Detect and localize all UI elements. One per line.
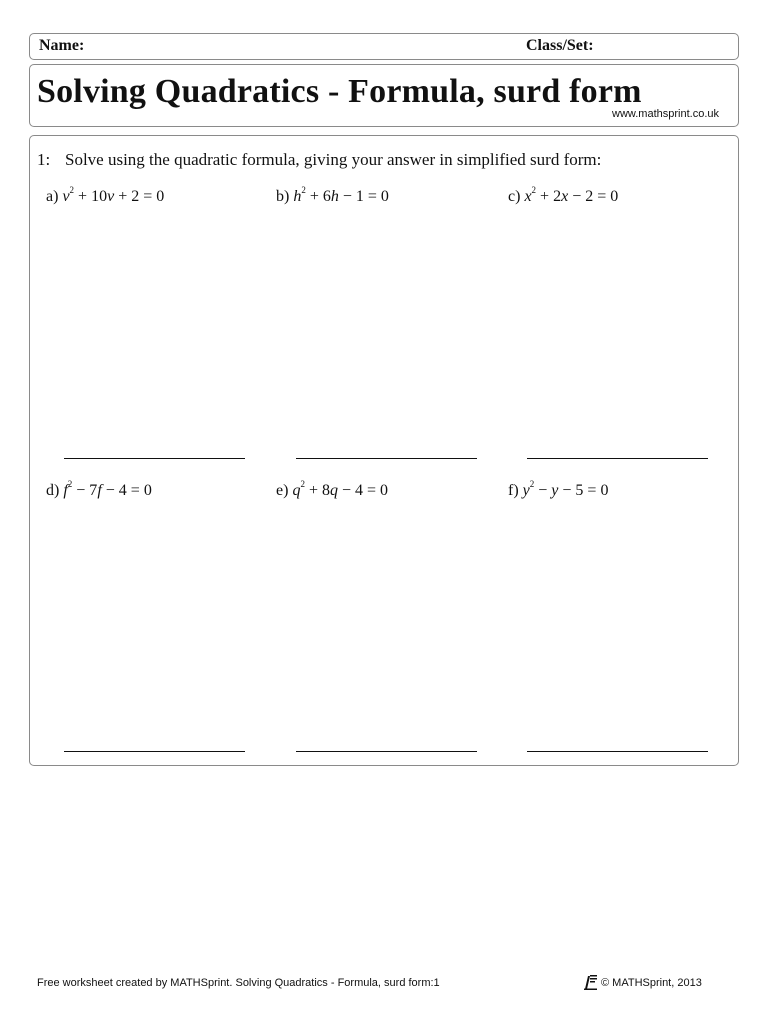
answer-line-d[interactable] — [64, 751, 245, 752]
part-middle: + 10 — [74, 188, 108, 205]
name-class-box — [29, 33, 739, 60]
part-e — [276, 478, 389, 500]
answer-line-f[interactable] — [527, 751, 708, 752]
part-label: f) — [508, 482, 519, 499]
part-label: a) — [46, 188, 59, 205]
answer-line-a[interactable] — [64, 458, 245, 459]
part-end: + 2 = 0 — [114, 188, 165, 205]
exponent: 2 — [300, 478, 305, 489]
part-variable: h — [293, 188, 302, 205]
question-number: 1: — [37, 150, 51, 169]
part-middle: + 2 — [536, 188, 562, 205]
part-variable-2: h — [330, 188, 339, 205]
part-variable-2: x — [561, 188, 569, 205]
part-middle: + 6 — [305, 188, 331, 205]
exponent: 2 — [531, 184, 537, 195]
answer-line-e[interactable] — [296, 751, 477, 752]
part-b — [276, 184, 389, 206]
part-variable-2: y — [551, 482, 559, 499]
exponent: 2 — [529, 478, 535, 489]
part-label: b) — [276, 188, 290, 205]
footer-text: Free worksheet created by MATHSprint. Solving Quadratics - Formula, surd form:1 — [37, 977, 440, 989]
question-box — [29, 135, 739, 766]
part-variable: v — [62, 188, 70, 205]
part-label: e) — [276, 482, 289, 499]
part-variable: y — [522, 482, 530, 499]
part-variable: x — [524, 188, 532, 205]
part-variable: q — [292, 482, 301, 499]
part-variable-2: f — [97, 482, 102, 499]
part-end: − 5 = 0 — [558, 482, 609, 499]
part-label: c) — [508, 188, 521, 205]
part-middle: − 7 — [72, 482, 98, 499]
exponent: 2 — [301, 184, 306, 195]
part-f — [508, 478, 609, 500]
part-label: d) — [46, 482, 60, 499]
part-end: − 4 = 0 — [101, 482, 152, 499]
part-variable-2: v — [107, 188, 115, 205]
footer-copyright: © MATHSprint, 2013 — [601, 977, 702, 989]
part-variable-2: q — [329, 482, 338, 499]
website-url: www.mathsprint.co.uk — [612, 108, 719, 120]
part-a — [46, 184, 165, 206]
class-set-label: Class/Set: — [526, 37, 594, 54]
part-c — [508, 184, 619, 206]
mathsprint-logo-icon — [584, 973, 598, 990]
answer-line-c[interactable] — [527, 458, 708, 459]
exponent: 2 — [67, 478, 73, 489]
title-box — [29, 64, 739, 127]
part-end: − 4 = 0 — [337, 482, 389, 499]
answer-line-b[interactable] — [296, 458, 477, 459]
part-end: − 2 = 0 — [568, 188, 619, 205]
exponent: 2 — [69, 184, 75, 195]
part-d — [46, 478, 152, 500]
part-middle: + 8 — [304, 482, 330, 499]
question-instruction: Solve using the quadratic formula, giving your answer in simplified surd form: — [65, 150, 602, 169]
name-label: Name: — [39, 37, 85, 54]
worksheet-title: Solving Quadratics - Formula, surd form — [37, 73, 642, 110]
part-middle: − — [534, 482, 552, 499]
part-end: − 1 = 0 — [338, 188, 389, 205]
part-variable: f — [63, 482, 68, 499]
